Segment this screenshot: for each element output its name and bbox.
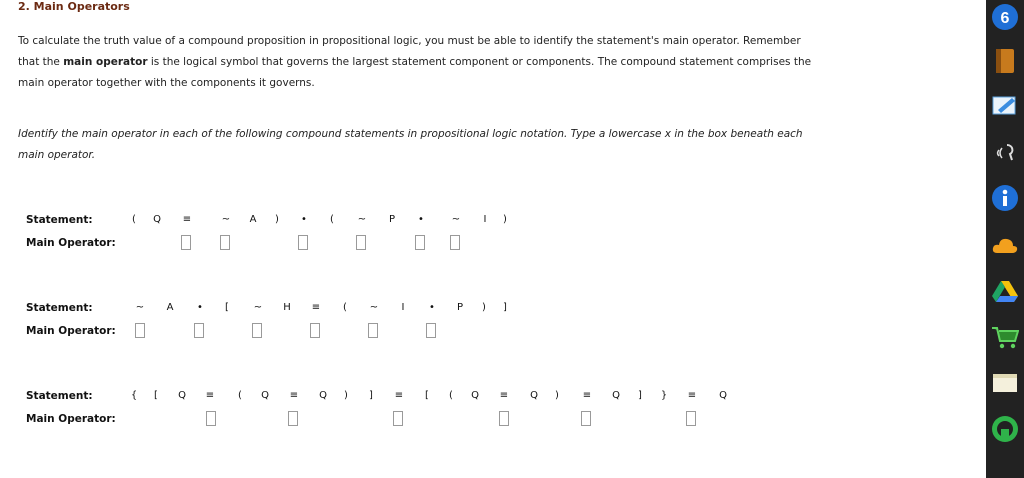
statement-token: A (166, 302, 174, 313)
notepad-icon[interactable] (990, 90, 1020, 120)
book-icon[interactable] (990, 46, 1020, 76)
statement-token: H (283, 302, 291, 313)
statement-token: I (401, 302, 405, 313)
statement-token: ( (449, 390, 453, 401)
statement-token: • (418, 214, 424, 225)
statement-token: ( (238, 390, 242, 401)
statement-token: Q (530, 390, 538, 401)
cengage-logo-icon[interactable] (990, 2, 1020, 32)
intro-paragraph (18, 31, 818, 94)
section-title: 2. Main Operators (18, 0, 130, 13)
statement-token: • (301, 214, 307, 225)
statement-token: I (483, 214, 487, 225)
statement-token: P (388, 214, 396, 225)
statement-token: ~ (135, 302, 145, 313)
main-operator-label: Main Operator: (26, 413, 116, 425)
read-aloud-icon[interactable] (990, 138, 1020, 168)
statement-token: ) (344, 390, 348, 401)
drive-icon[interactable] (990, 276, 1020, 306)
statement-token: ≡ (687, 390, 697, 401)
operator-answer-box[interactable] (252, 323, 262, 338)
statement-token: ] (638, 390, 642, 401)
statement-label: Statement: (26, 390, 93, 402)
statement-token: ≡ (311, 302, 321, 313)
statement-token: ] (503, 302, 507, 313)
operator-answer-box[interactable] (310, 323, 320, 338)
operator-answer-box[interactable] (206, 411, 216, 426)
operator-answer-box[interactable] (220, 235, 230, 250)
operator-answer-box[interactable] (415, 235, 425, 250)
statement-label: Statement: (26, 214, 93, 226)
statement-token: Q (319, 390, 327, 401)
statement-token: [ (425, 390, 429, 401)
statement-token: Q (153, 214, 161, 225)
info-icon[interactable] (990, 183, 1020, 213)
cloud-icon[interactable] (990, 230, 1020, 260)
statement-token: P (456, 302, 464, 313)
sidebar (986, 0, 1024, 478)
statement-token: } (660, 390, 668, 401)
operator-answer-box[interactable] (194, 323, 204, 338)
statement-token: Q (178, 390, 186, 401)
statement-token: ≡ (499, 390, 509, 401)
operator-answer-box[interactable] (368, 323, 378, 338)
notes-icon[interactable] (990, 368, 1020, 398)
statement-token: ) (503, 214, 507, 225)
operator-answer-box[interactable] (499, 411, 509, 426)
intro-text-2: is the logical symbol that governs the largest statement component or components. The compound statement comprises the main operator together with the components it governs. (18, 56, 812, 89)
statement-token: Q (261, 390, 269, 401)
intro-bold-term: main operator (63, 56, 148, 68)
statement-token: ( (343, 302, 347, 313)
operator-answer-box[interactable] (450, 235, 460, 250)
statement-label: Statement: (26, 302, 93, 314)
operator-answer-box[interactable] (426, 323, 436, 338)
svg-text:6: 6 (1000, 10, 1010, 27)
statement-token: ~ (357, 214, 367, 225)
cart-icon[interactable] (990, 322, 1020, 352)
statement-token: ~ (253, 302, 263, 313)
statement-token: ) (275, 214, 279, 225)
main-operator-label: Main Operator: (26, 325, 116, 337)
operator-answer-box[interactable] (581, 411, 591, 426)
instructions: Identify the main operator in each of the following compound statements in propositional logic notation. Type a lowercase x in the box beneath each main operator. (18, 128, 803, 161)
statement-token: ~ (221, 214, 231, 225)
statement-token: • (197, 302, 203, 313)
main-operator-label: Main Operator: (26, 237, 116, 249)
operator-answer-box[interactable] (393, 411, 403, 426)
statement-token: Q (471, 390, 479, 401)
statement-token: ] (369, 390, 373, 401)
statement-token: [ (154, 390, 158, 401)
statement-token: [ (225, 302, 229, 313)
statement-token: ~ (451, 214, 461, 225)
statement-token: ≡ (394, 390, 404, 401)
help-icon[interactable] (990, 414, 1020, 444)
statement-token: ( (330, 214, 334, 225)
operator-answer-box[interactable] (298, 235, 308, 250)
statement-token: { (130, 390, 138, 401)
statement-token: Q (612, 390, 620, 401)
statement-token: ≡ (582, 390, 592, 401)
intro-text-1: To calculate the truth value of a compound proposition in propositional logic, you must be able to identify the statement's main operator. Remember that the (18, 35, 801, 68)
statement-token: ) (555, 390, 559, 401)
statement-token: • (429, 302, 435, 313)
statement-token: ≡ (205, 390, 215, 401)
operator-answer-box[interactable] (356, 235, 366, 250)
statement-token: ~ (369, 302, 379, 313)
statement-token: A (249, 214, 257, 225)
statement-token: ≡ (289, 390, 299, 401)
statement-token: ) (482, 302, 486, 313)
operator-answer-box[interactable] (181, 235, 191, 250)
statement-token: ( (132, 214, 136, 225)
statement-token: ≡ (182, 214, 192, 225)
operator-answer-box[interactable] (686, 411, 696, 426)
operator-answer-box[interactable] (288, 411, 298, 426)
statement-token: Q (719, 390, 727, 401)
operator-answer-box[interactable] (135, 323, 145, 338)
